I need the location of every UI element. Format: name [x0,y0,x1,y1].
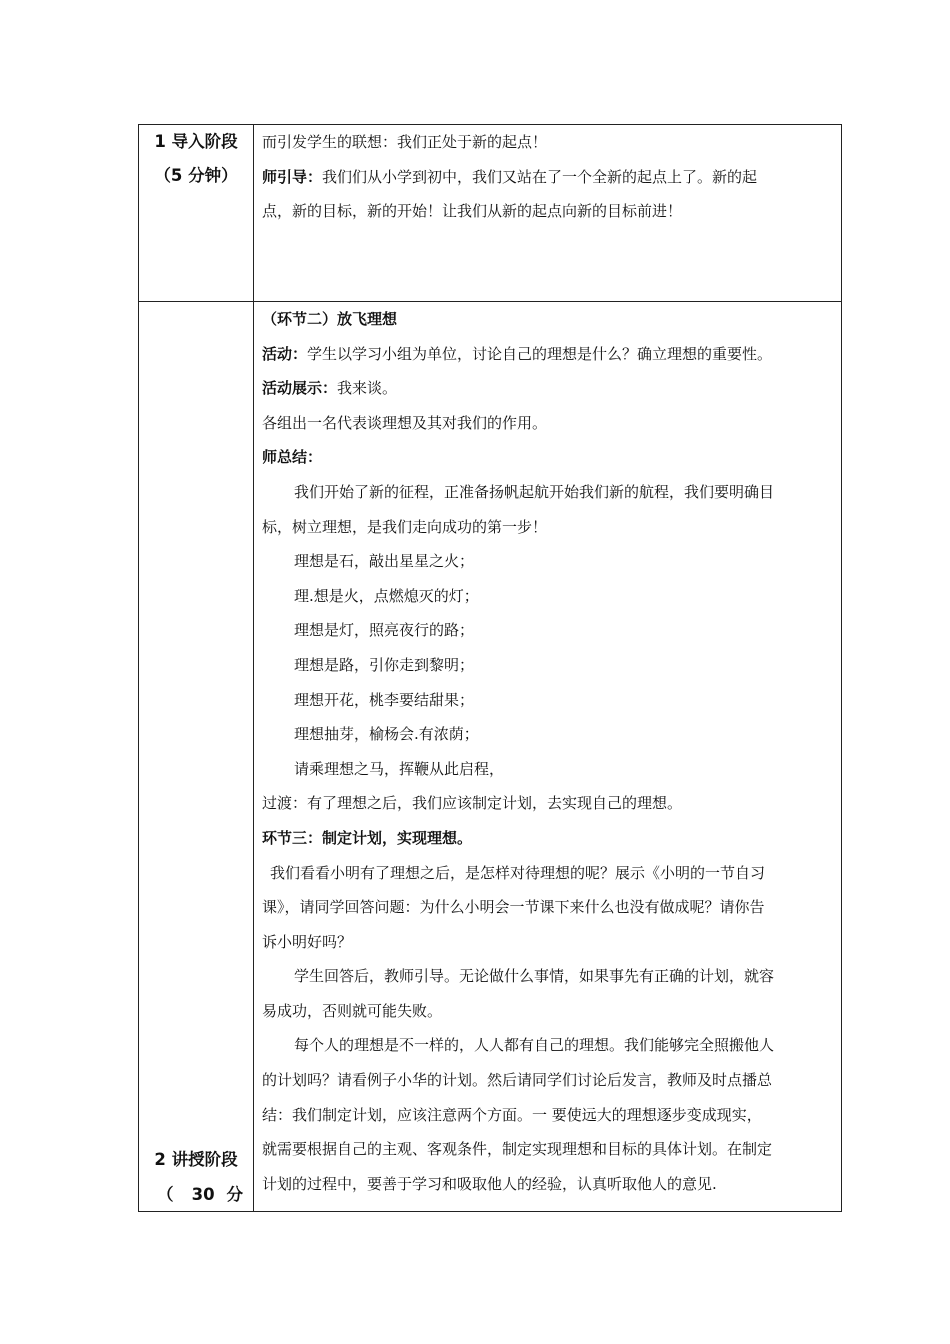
activity-label: 活动： [262,344,308,363]
poem-line: 理想是石，敲出星星之火； [294,552,475,571]
para3-line: 就需要根据自己的主观、客观条件，制定实现理想和目标的具体计划。在制定 [262,1140,773,1159]
summary-line-1: 我们开始了新的征程，正准备扬帆起航开始我们新的航程，我们要明确目 [294,482,775,501]
poem-line: 理想是路，引你走到黎明； [294,655,475,674]
poem-line: 理想抽芽，榆杨会.有浓荫； [294,725,479,744]
intro-line-3: 点，新的目标，新的开始！让我们从新的起点向新的目标前进！ [262,202,683,221]
teacher-guide-label: 师引导： [262,167,323,186]
group-line: 各组出一名代表谈理想及其对我们的作用。 [262,413,548,432]
table-row-intro [139,125,841,301]
summary-line-2: 标，树立理想，是我们走向成功的第一步！ [262,517,548,536]
content-cell-intro [254,125,841,301]
para2-line: 学生回答后，教师引导。无论做什么事情，如果事先有正确的计划，就容 [294,967,775,986]
para3-line: 每个人的理想是不一样的，人人都有自己的理想。我们能够完全照搬他人 [294,1036,775,1055]
intro-line-1: 而引发学生的联想：我们正处于新的起点！ [262,133,548,151]
table-row-lecture [139,301,841,1211]
stage-cell-intro [139,125,254,301]
intro-line-2: 师引导：我们们从小学到初中，我们又站在了一个全新的起点上了。新的起 [262,167,758,186]
activity-show-label: 活动展示： [262,379,338,398]
content-cell-lecture [254,302,841,1211]
summary-label: 师总结： [262,448,323,467]
stage-title-intro: 1 导入阶段 [154,132,238,151]
para3-line: 结：我们制定计划，应该注意两个方面。一 要使远大的理想逐步变成现实， [262,1105,762,1124]
stage-time-lecture: （ 30 分 [157,1185,243,1204]
activity-show-line: 活动展示：我来谈。 [262,379,398,398]
lesson-plan-table [138,124,842,1212]
para3-line: 计划的过程中，要善于学习和吸取他人的经验，认真听取他人的意见. [262,1174,717,1193]
poem-line: 理想是灯，照亮夜行的路； [294,621,475,640]
stage-cell-lecture [139,302,254,1211]
stage-title-lecture: 2 讲授阶段 [154,1150,238,1169]
transition-line: 过渡：有了理想之后，我们应该制定计划，去实现自己的理想。 [262,794,683,813]
stage-time-intro: （5 分钟） [154,166,238,185]
para2-line: 易成功，否则就可能失败。 [262,1001,443,1020]
poem-line: 请乘理想之马，挥鞭从此启程， [294,759,505,778]
para3-line: 的计划吗？请看例子小华的计划。然后请同学们讨论后发言，教师及时点播总 [262,1071,773,1090]
poem-line: 理想开花，桃李要结甜果； [294,690,475,709]
poem-line: 理.想是火，点燃熄灭的灯； [294,586,479,605]
activity-line: 活动：学生以学习小组为单位，讨论自己的理想是什么？确立理想的重要性。 [262,344,773,363]
section3-title: 环节三：制定计划，实现理想。 [262,828,473,847]
para1-line: 课》，请同学回答问题：为什么小明会一节课下来什么也没有做成呢？请你告 [262,898,765,917]
para1-line: 我们看看小明有了理想之后，是怎样对待理想的呢？展示《小明的一节自习 [270,863,766,882]
para1-line: 诉小明好吗？ [262,932,353,951]
section2-title: （环节二）放飞理想 [262,310,398,328]
